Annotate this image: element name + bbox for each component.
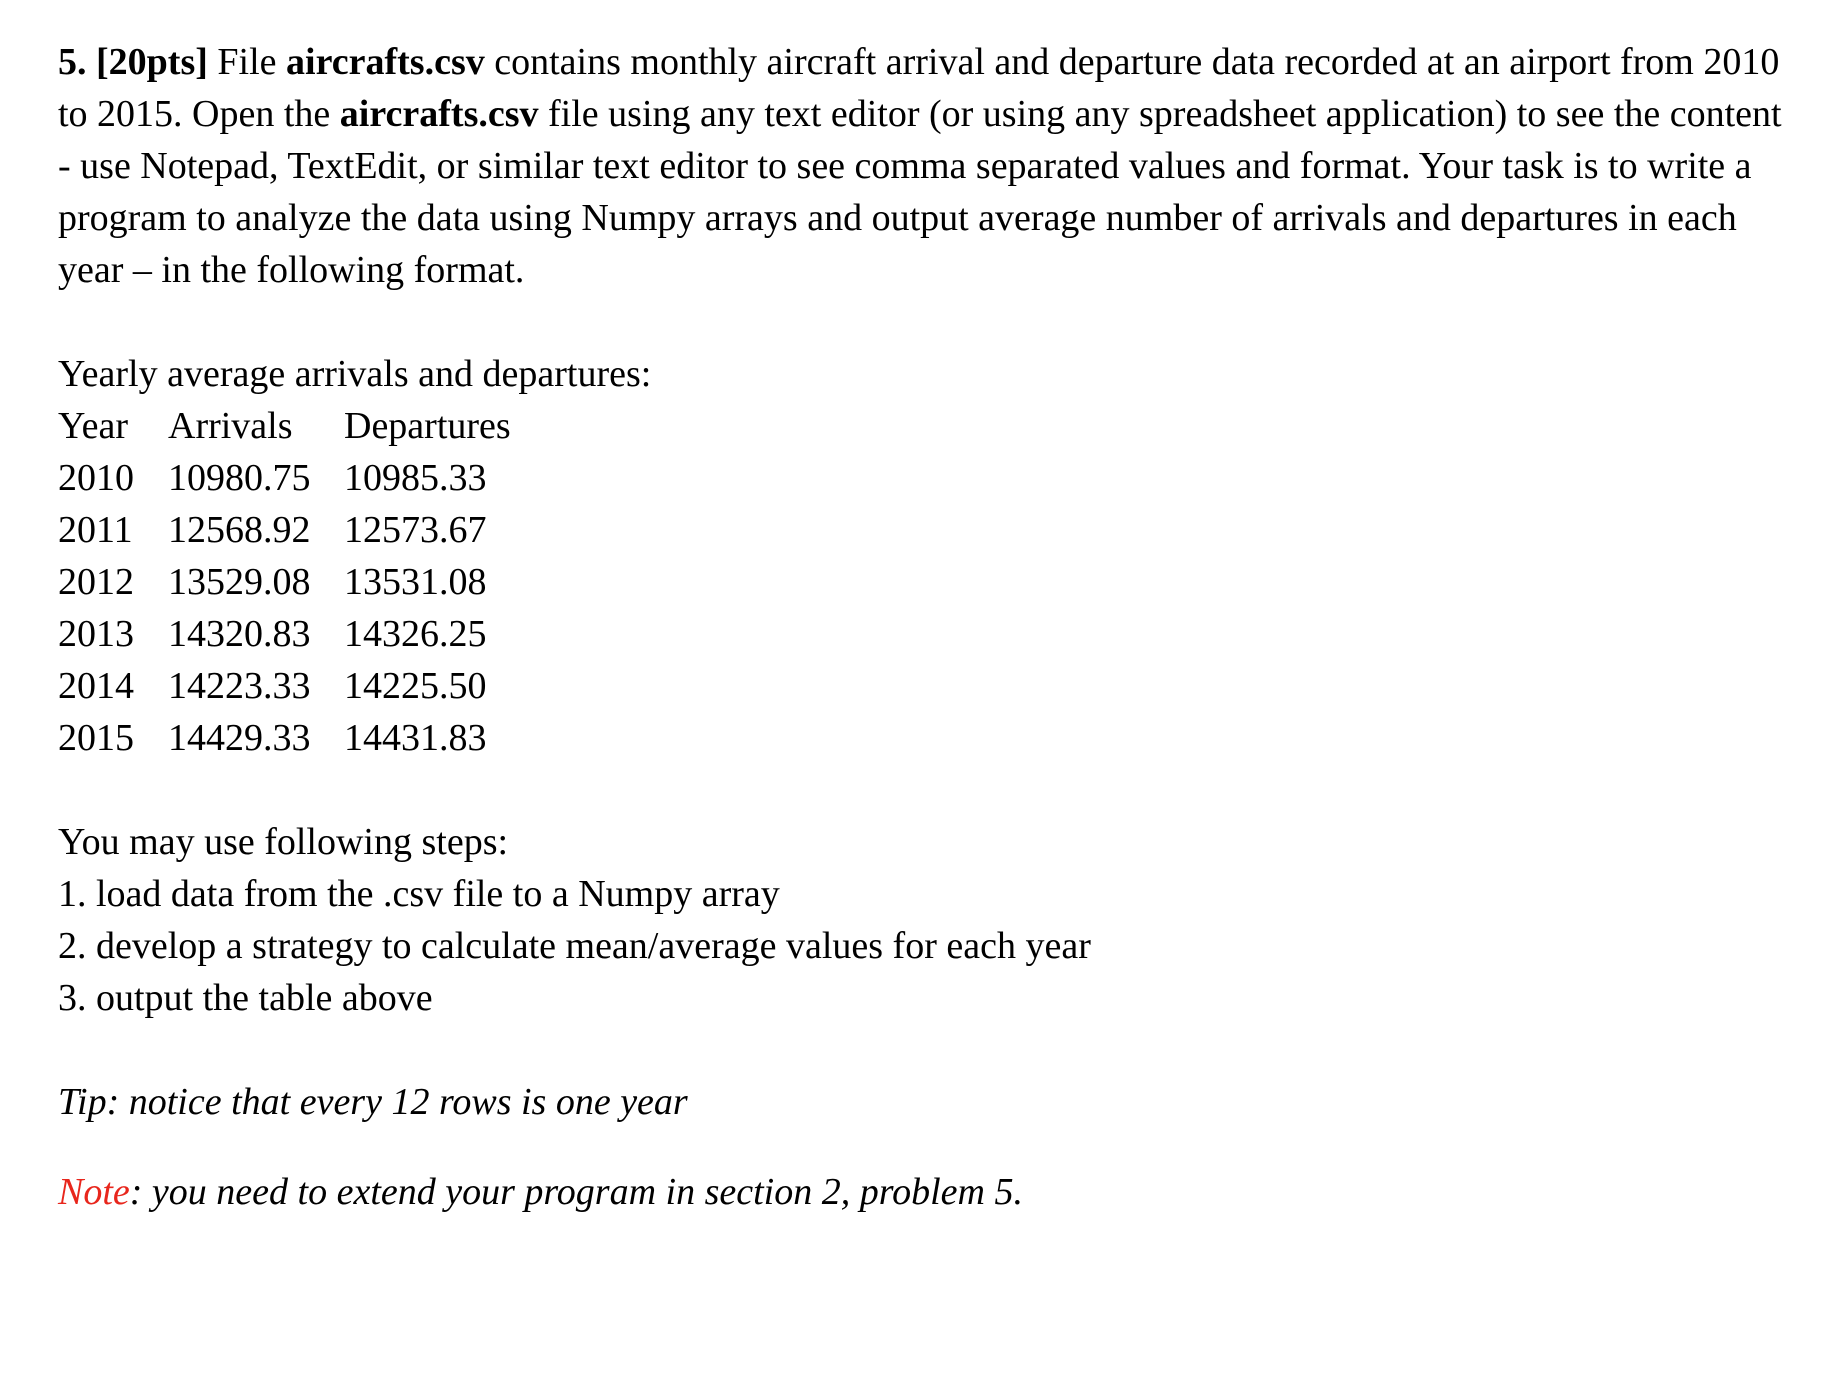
- table-row: [58, 452, 544, 504]
- spacer: [58, 1024, 1798, 1076]
- filename-2: aircrafts.csv: [339, 93, 539, 135]
- cell-year: 2014: [58, 665, 134, 707]
- step-item: 2. develop a strategy to calculate mean/average values for each year: [58, 925, 1091, 967]
- cell-departures: 14225.50: [344, 665, 487, 707]
- table-row: [58, 504, 544, 556]
- table-row: [58, 712, 544, 764]
- table-row: [58, 556, 544, 608]
- cell-departures: 14326.25: [344, 613, 487, 655]
- problem-text-1: File: [207, 41, 287, 83]
- note-text: [58, 1166, 1798, 1218]
- cell-arrivals: 14429.33: [168, 717, 311, 759]
- problem-text-2: contains monthly aircraft arrival and departure data recorded at an airport from 2010 to 2015. Open the: [58, 41, 1780, 135]
- problem-paragraph: [58, 36, 1798, 296]
- step-item: 1. load data from the .csv file to a Numpy array: [58, 873, 780, 915]
- cell-departures: 12573.67: [344, 509, 487, 551]
- step-item: 3. output the table above: [58, 977, 433, 1019]
- note-label: Note: [58, 1171, 130, 1213]
- header-arrivals: Arrivals: [168, 405, 293, 447]
- cell-departures: 14431.83: [344, 717, 487, 759]
- filename-1: aircrafts.csv: [286, 41, 485, 83]
- page: [58, 36, 1798, 1218]
- problem-statement: [58, 36, 1798, 296]
- results-table: [58, 400, 544, 764]
- cell-arrivals: 14320.83: [168, 613, 311, 655]
- header-departures: Departures: [344, 405, 511, 447]
- table-row: [58, 660, 544, 712]
- table-header-row: [58, 400, 544, 452]
- steps-intro: You may use following steps:: [58, 821, 509, 863]
- note-body: : you need to extend your program in section 2, problem 5.: [129, 1171, 1023, 1213]
- cell-arrivals: 10980.75: [168, 457, 311, 499]
- cell-arrivals: 14223.33: [168, 665, 311, 707]
- steps-section: [58, 816, 1798, 1024]
- cell-departures: 13531.08: [344, 561, 487, 603]
- cell-year: 2011: [58, 509, 133, 551]
- problem-text-3: file using any text editor (or using any spreadsheet application) to see the content - use Notepad, TextEdit, or similar text editor to see comma separated values and format. Your task is to write a program to analyze the data using Numpy arrays and output average number of arrivals and departures in each year – in the following format.: [58, 93, 1782, 291]
- cell-year: 2010: [58, 457, 134, 499]
- spacer: [58, 1128, 1798, 1166]
- cell-arrivals: 13529.08: [168, 561, 311, 603]
- problem-number: 5.: [58, 41, 87, 83]
- cell-year: 2012: [58, 561, 134, 603]
- output-title: Yearly average arrivals and departures:: [58, 353, 652, 395]
- cell-arrivals: 12568.92: [168, 509, 311, 551]
- cell-year: 2013: [58, 613, 134, 655]
- tip-text: Tip: notice that every 12 rows is one year: [58, 1081, 688, 1123]
- spacer: [58, 764, 1798, 816]
- cell-year: 2015: [58, 717, 134, 759]
- spacer: [58, 296, 1798, 348]
- table-row: [58, 608, 544, 660]
- problem-points: [20pts]: [96, 41, 208, 83]
- cell-departures: 10985.33: [344, 457, 487, 499]
- header-year: Year: [58, 405, 129, 447]
